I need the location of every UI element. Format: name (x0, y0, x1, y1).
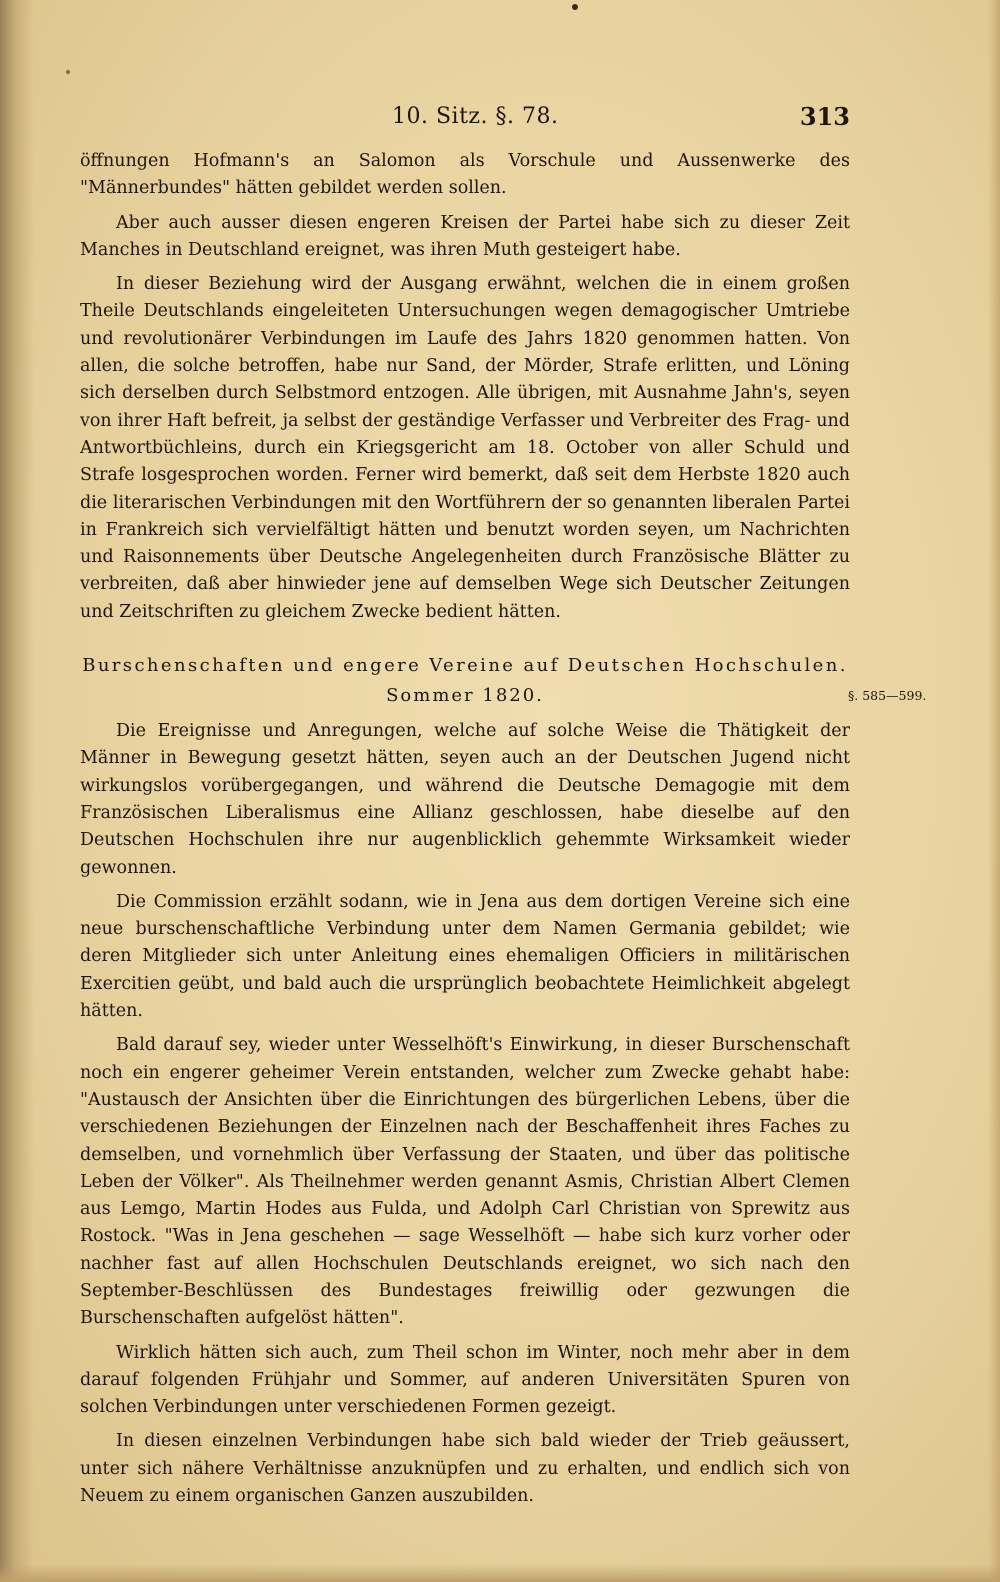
section-heading: Burschenschaften und engere Vereine auf Deutschen Hochschulen. (82, 655, 848, 677)
binding-shadow (0, 0, 34, 1582)
ink-speck (572, 4, 578, 10)
paragraph: Bald darauf sey, wieder unter Wesselhöft's Einwirkung, in dieser Burschenschaft noch ein engerer geheimer Verein entstanden, welcher zum Zwecke gehabt habe: "Austausch der Ansichten über die Einrichtungen des bürgerlichen Lebens, über die verschiedenen Beziehungen der Einzelnen nach der Beschaffenheit ihres Faches zu demselben, und vornehmlich über Verfassung der Staaten, und über das politische Leben der Völker". Als Theilnehmer werden genannt Asmis, Christian Albert Clemen aus Lemgo, Martin Hodes aus Fulda, und Adolph Carl Christian von Sprewitz aus Rostock. "Was in Jena geschehen — sage Wesselhöft — habe sich kurz vorher oder nachher fast auf allen Hochschulen Deutschlands ereignet, wo sich nach den September-Beschlüssen des Bundestages freiwillig oder gezwungen die Burschenschaften aufgelöst hätten". (80, 1035, 850, 1329)
paragraph: Die Commission erzählt sodann, wie in Jena aus dem dortigen Vereine sich eine neue burschenschaftliche Verbindung unter dem Namen Germania gebildet; wie deren Mitglieder sich unter Anleitung eines ehemaligen Officiers in militärischen Exercitien geübt, und bald auch die ursprünglich beobachtete Heimlichkeit abgelegt hätten. (80, 891, 850, 1022)
page-edge-right (988, 0, 1000, 1582)
body-text (80, 148, 927, 1517)
paragraph: Die Ereignisse und Anregungen, welche auf solche Weise die Thätigkeit der Männer in Bewegung gesetzt hätten, seyen auch an der Deutschen Jugend nicht wirkungslos vorübergegangen, und während die Deutsche Demagogie mit dem Französischen Liberalismus eine Allianz geschlossen, habe dieselbe auf den Deutschen Hochschulen ihre nur augenblicklich gehemmte Wirksamkeit wieder gewonnen. (80, 721, 850, 878)
page-number: 313 (799, 102, 850, 131)
page-edge-bottom (0, 1564, 1000, 1582)
paragraph-continued: öffnungen Hofmann's an Salomon als Vorschule und Aussenwerke des "Männerbundes" hätten gebildet werden sollen. (80, 151, 850, 199)
section-subheading: Sommer 1820. (386, 685, 544, 707)
paragraph: In diesen einzelnen Verbindungen habe sich bald wieder der Trieb geäussert, unter sich nähere Verhältnisse anzuknüpfen und zu erhalten, und endlich sich von Neuem zu einem organischen Ganzen auszubilden. (80, 1431, 850, 1507)
margin-reference: §. 585—599. (848, 688, 927, 704)
running-head: 10. Sitz. §. 78. (392, 104, 559, 129)
paragraph: Wirklich hätten sich auch, zum Theil schon im Winter, noch mehr aber in dem darauf folgenden Frühjahr und Sommer, auf anderen Universitäten Spuren von solchen Verbindungen unter verschiedenen Formen gezeigt. (80, 1342, 850, 1418)
paragraph: Aber auch ausser diesen engeren Kreisen der Partei habe sich zu dieser Zeit Manches in Deutschland ereignet, was ihren Muth gesteigert habe. (80, 212, 850, 260)
ink-speck (66, 70, 70, 74)
section-subheading-row (80, 680, 927, 712)
page-header (80, 100, 850, 140)
paragraph: In dieser Beziehung wird der Ausgang erwähnt, welchen die in einem großen Theile Deutschlands eingeleiteten Untersuchungen wegen demagogischer Umtriebe und revolutionärer Verbindungen im Laufe des Jahrs 1820 genommen hatten. Von allen, die solche betroffen, habe nur Sand, der Mörder, Strafe erlitten, und Löning sich derselben durch Selbstmord entzogen. Alle übrigen, mit Ausnahme Jahn's, seyen von ihrer Haft befreit, ja selbst der geständige Verfasser und Verbreiter des Frag- und Antwortbüchleins, durch ein Kriegsgericht am 18. October von aller Schuld und Strafe losgesprochen worden. Ferner wird bemerkt, daß seit dem Herbste 1820 auch die literarischen Verbindungen mit den Wortführern der so genannten liberalen Partei in Frankreich sich vervielfältigt hätten und benutzt worden seyen, um Nachrichten und Raisonnements über Deutsche Angelegenheiten durch Französische Blätter zu verbreiten, daß aber hinwieder jene auf demselben Wege sich Deutscher Zeitungen und Zeitschriften zu gleichem Zwecke bedient hätten. (80, 274, 850, 622)
